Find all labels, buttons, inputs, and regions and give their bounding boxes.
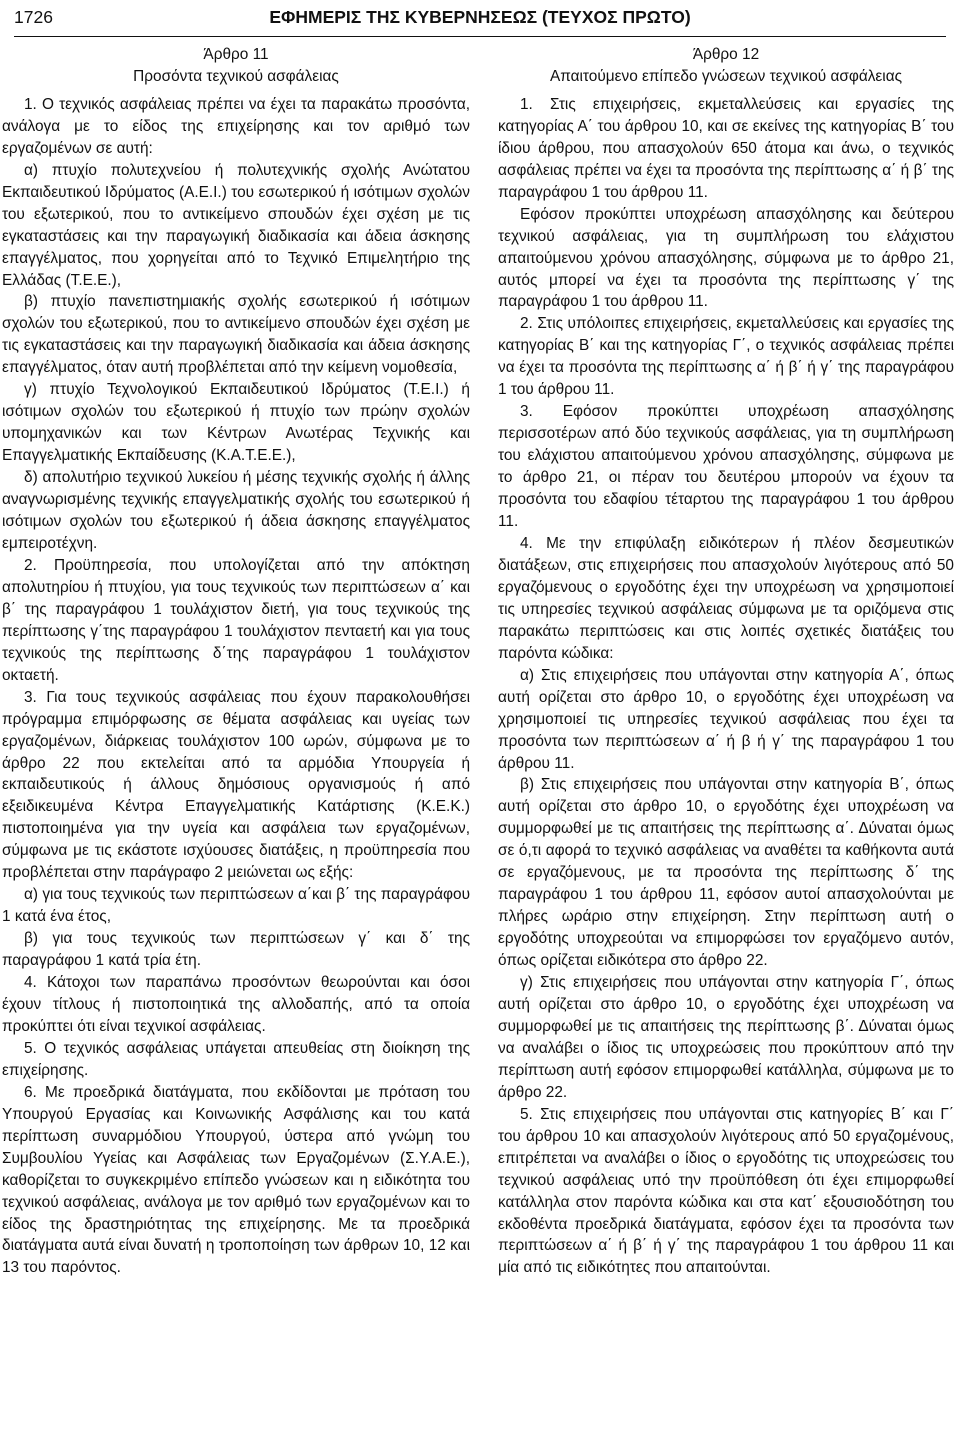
article-title: Προσόντα τεχνικού ασφάλειας [133,67,339,85]
paragraph: 6. Με προεδρικά διατάγματα, που εκδίδονται με πρόταση του Υπουργού Εργασίας και Κοινωνικής Ασφάλισης και του κατά περίπτωση συναρμόδιου Υπουργού, ύστερα από γνώμη του Συμβουλίου Υγείας και Ασφάλειας των Εργαζομένων (Σ.Υ.Α.Ε.), καθορίζεται το συγκεκριμένο επίπεδο γνώσεων και η ειδικότητα του τεχνικού ασφάλειας, ανάλογα με τον αριθμό των εργαζομένων και το είδος της δραστηριότητας της επιχείρησης. Με τα προεδρικά διατάγματα αυτά είναι δυνατή η τροποποίηση των άρθρων 10, 12 και 13 του παρόντος. [2,1083,470,1277]
right-column [498,44,954,1279]
paragraph: α) για τους τεχνικούς των περιπτώσεων α΄και β΄ της παραγράφου 1 κατά ένα έτος, [2,886,470,926]
paragraph: β) για τους τεχνικούς των περιπτώσεων γ΄ και δ΄ της παραγράφου 1 κατά τρία έτη. [2,930,470,970]
paragraph: δ) απολυτήριο τεχνικού λυκείου ή μέσης τεχνικής σχολής ή άλλης αναγνωρισμένης τεχνικής επαγγελματικής σχολής του εσωτερικού ή ισότιμων σχολών του εξωτερικού ή άδεια άσκησης επαγγέλματος εμπειροτέχνη. [2,469,470,552]
paragraph: 5. Ο τεχνικός ασφάλειας υπάγεται απευθείας στη διοίκηση της επιχείρησης. [2,1039,470,1079]
paragraph: 4. Με την επιφύλαξη ειδικότερων ή πλέον δεσμευτικών διατάξεων, στις επιχειρήσεις που απασχολούν λιγότερους από 50 εργαζόμενους ο εργοδότης έχει την υποχρέωση να χρησιμοποιεί τις υπηρεσίες τεχνικού ασφάλειας σύμφωνα με τα οριζόμενα στις παρακάτω περιπτώσεις και στις λοιπές σχετικές διατάξεις του παρόντα κώδικα: [498,534,954,662]
running-title: ΕΦΗΜΕΡΙΣ ΤΗΣ ΚΥΒΕΡΝΗΣΕΩΣ (ΤΕΥΧΟΣ ΠΡΩΤΟ) [269,6,691,27]
paragraph: 2. Στις υπόλοιπες επιχειρήσεις, εκμεταλλεύσεις και εργασίες της κατηγορίας Β΄ και της κατηγορίας Γ΄, ο τεχνικός ασφάλειας πρέπει να έχει τα προσόντα της περίπτωσης α΄ ή β΄ ή γ΄ της παραγράφου 1 του άρθρου 11. [498,315,954,399]
paragraph: 1. Ο τεχνικός ασφάλειας πρέπει να έχει τα παρακάτω προσόντα, ανάλογα με το είδος της επιχείρησης και τον αριθμό των εργαζομένων σε αυτή: [2,95,470,157]
paragraph: α) Στις επιχειρήσεις που υπάγονται στην κατηγορία Α΄, όπως αυτή ορίζεται στο άρθρο 10, ο εργοδότης έχει υποχρέωση να χρησιμοποιεί τις υπηρεσίες τεχνικού ασφάλειας που έχει τα προσόντα των περιπτώσεων α΄ ή β ή γ΄ της παραγράφου 1 του άρθρου 11. [498,666,954,772]
paragraph: 4. Κάτοχοι των παραπάνω προσόντων θεωρούνται και όσοι έχουν τίτλους ή πιστοποιητικά της αλλοδαπής, από τα οποία προκύπτει ότι είναι τεχνικοί ασφάλειας. [2,974,470,1035]
paragraph: 3. Εφόσον προκύπτει υποχρέωση απασχόλησης περισσοτέρων από δύο τεχνικούς ασφάλειας, για τη συμπλήρωση του ελάχιστου απαιτούμενου χρόνου απασχόλησης, σύμφωνα με το άρθρο 21, οι πέραν του δευτέρου μπορούν να έχουν τα προσόντα του εδαφίου τέταρτου της παραγράφου 1 του άρθρου 11. [498,403,954,531]
article-body [498,94,954,1279]
paragraph: α) πτυχίο πολυτεχνείου ή πολυτεχνικής σχολής Ανώτατου Εκπαιδευτικού Ιδρύματος (Α.Ε.Ι.) του εσωτερικού ή ισότιμων σχολών του εξωτερικού, που το αντικείμενο σπουδών έχει σχέση με τις εγκαταστάσεις και την παραγωγική διαδικασία και άδεια άσκησης επαγγέλματος, που χορηγείται από το Τεχνικό Επιμελητήριο της Ελλάδας (Τ.Ε.Ε.), [2,161,470,289]
paragraph: β) Στις επιχειρήσεις που υπάγονται στην κατηγορία Β΄, όπως αυτή ορίζεται στο άρθρο 10, ο εργοδότης έχει υποχρέωση να συμμορφωθεί με τις απαιτήσεις της περίπτωσης α΄. Δύναται όμως σε ό,τι αφορά το τεχνικό ασφάλειας να αναθέτει τα καθήκοντα αυτά σε εργαζόμενους, με τα προσόντα της περίπτωσης δ΄ της παραγράφου 1 του άρθρου 11, εφόσον αυτοί απασχολούνται με πλήρες ωράριο στην επιχείρηση. Στην περίπτωση αυτή ο εργοδότης υποχρεούται να επιμορφώσει τον εργαζόμενο αυτόν, όπως ορίζεται ειδικότερα στο άρθρο 22. [498,776,954,970]
page-header [14,4,946,30]
paragraph: β) πτυχίο πανεπιστημιακής σχολής εσωτερικού ή ισότιμων σχολών του εξωτερικού, που το αντικείμενο σπουδών έχει σχέση με τις εγκαταστάσεις και την παραγωγική διαδικασία και άδεια άσκησης επαγγέλματος, όταν αυτή προβλέπεται από την κείμενη νομοθεσία, [2,293,470,377]
article-number: Άρθρο 11 [203,46,269,63]
article-title: Απαιτούμενο επίπεδο γνώσεων τεχνικού ασφάλειας [549,67,903,85]
article-body [2,94,470,1279]
left-column [2,44,470,1279]
article-number: Άρθρο 12 [692,46,760,63]
paragraph: 5. Στις επιχειρήσεις που υπάγονται στις κατηγορίες Β΄ και Γ΄ του άρθρου 10 και απασχολούν λιγότερους από 50 εργαζομένους, επιτρέπεται να αναλάβει ο ίδιος ο εργοδότης τις υποχρεώσεις του τεχνικού ασφάλειας υπό την προϋπόθεση ότι έχει επιμορφωθεί κατάλληλα στον παρόντα κώδικα και στα κατ΄ εξουσιοδότηση του εκδοθέντα προεδρικά διατάγματα, εφόσον έχει τα προσόντα των περιπτώσεων α΄ ή β΄ ή γ΄ της παραγράφου 1 του άρθρου 11 και μία από τις ειδικότητες που απαιτούνται. [498,1105,954,1277]
paragraph: 1. Στις επιχειρήσεις, εκμεταλλεύσεις και εργασίες της κατηγορίας Α΄ του άρθρου 10, και σε εκείνες της κατηγορίας Β΄ του ίδιου άρθρου, που απασχολούν 650 άτομα και άνω, ο τεχνικός ασφάλειας πρέπει να έχει τα προσόντα της περίπτωσης α΄ ή β΄ της παραγράφου 1 του άρθρου 11. [498,95,954,201]
paragraph: γ) Στις επιχειρήσεις που υπάγονται στην κατηγορία Γ΄, όπως αυτή ορίζεται στο άρθρο 10, ο εργοδότης έχει υποχρέωση να συμμορφωθεί με τις απαιτήσεις της περίπτωσης β΄. Δύναται όμως να αναλάβει ο ίδιος τις υποχρεώσεις που προκύπτουν από την περίπτωση αυτή εφόσον επιμορφωθεί κατάλληλα, σύμφωνα με το άρθρο 22. [498,974,954,1101]
header-rule [14,36,946,37]
page-number: 1726 [14,6,53,27]
paragraph: 2. Προϋπηρεσία, που υπολογίζεται από την απόκτηση απολυτηρίου ή πτυχίου, για τους τεχνικούς των περιπτώσεων α΄ και β΄ της παραγράφου 1 τουλάχιστον διετή, για τους τεχνικούς της περίπτωσης γ΄της παραγράφου 1 τουλάχιστον πενταετή και για τους τεχνικούς της περίπτωσης δ΄της παραγράφου 1 τουλάχιστον οκταετή. [2,556,470,684]
paragraph: Εφόσον προκύπτει υποχρέωση απασχόλησης και δεύτερου τεχνικού ασφάλειας, για τη συμπλήρωση του ελάχιστου απαιτούμενου χρόνου απασχόλησης, σύμφωνα με το άρθρο 21, αυτός μπορεί να έχει τα προσόντα της περίπτωσης γ΄ της παραγράφου 1 του άρθρου 11. [498,205,954,311]
paragraph: γ) πτυχίο Τεχνολογικού Εκπαιδευτικού Ιδρύματος (Τ.Ε.Ι.) ή ισότιμων σχολών του εξωτερικού ή πτυχίο των πρώην σχολών υπομηχανικών και των Κέντρων Ανωτέρας Τεχνικής και Επαγγελματικής Εκπαίδευσης (Κ.Α.Τ.Ε.Ε.), [2,381,470,465]
paragraph: 3. Για τους τεχνικούς ασφάλειας που έχουν παρακολουθήσει πρόγραμμα επιμόρφωσης σε θέματα ασφάλειας και υγείας των εργαζομένων, διάρκειας τουλάχιστον 100 ωρών, σύμφωνα με το άρθρο 22 που εκτελείται από τα αρμόδια Υπουργεία ή εκπαιδευτικούς ή άλλους δημόσιους οργανισμούς ή από εξειδικευμένα Κέντρα Επαγγελματικής Κατάρτισης (Κ.Ε.Κ.) πιστοποιημένα για την υγεία και ασφάλεια των εργαζομένων, σύμφωνα με τις εκάστοτε ισχύουσες διατάξεις, η προϋπηρεσία που προβλέπεται στην παράγραφο 2 μειώνεται ως εξής: [2,688,470,882]
